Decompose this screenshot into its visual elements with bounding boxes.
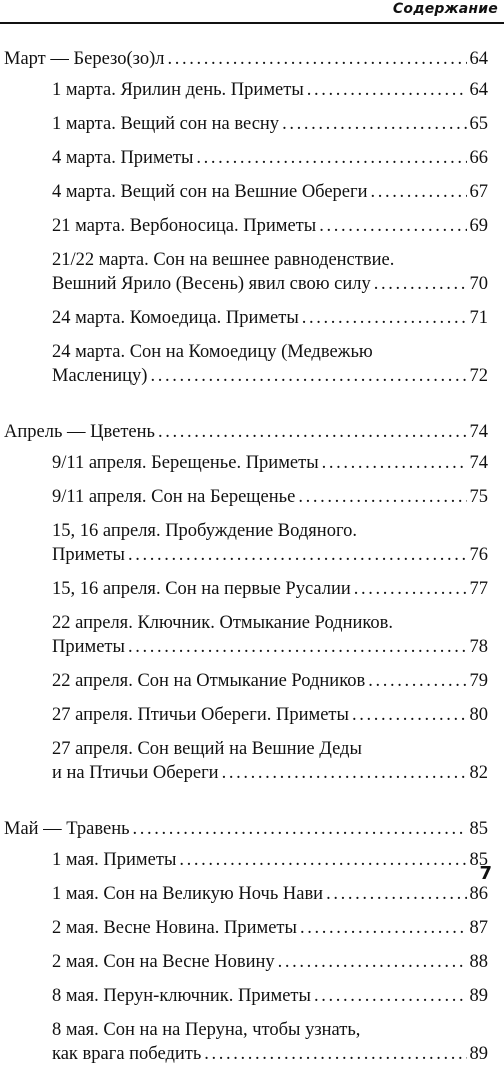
entry-page: 72 (469, 366, 488, 386)
toc-entry (0, 703, 488, 727)
section-page: 64 (469, 49, 488, 69)
dot-leader (282, 112, 466, 136)
toc-entry (0, 916, 488, 940)
running-header (0, 0, 504, 24)
toc-entry (0, 519, 488, 567)
entry-text-line: 1 марта. Вещий сон на весну (52, 114, 280, 134)
entry-page: 65 (469, 114, 488, 134)
toc-entry (0, 248, 488, 296)
section-title: Май — Травень (4, 819, 130, 839)
entry-page: 87 (469, 918, 488, 938)
section-page: 85 (469, 819, 488, 839)
entry-text-line: 2 мая. Сон на Весне Новину (52, 952, 275, 972)
entry-text-line: 21/22 марта. Сон на вешнее равноденствие. (52, 250, 395, 270)
entry-page: 86 (469, 884, 488, 904)
dot-leader (326, 882, 466, 906)
toc-entry (0, 485, 488, 509)
entry-text-line: как врага победить (52, 1044, 202, 1064)
toc-entry (0, 146, 488, 170)
toc-entry (0, 577, 488, 601)
dot-leader (300, 916, 467, 940)
entry-page: 66 (469, 148, 488, 168)
entry-page: 67 (469, 182, 488, 202)
dot-leader (302, 306, 467, 330)
toc-section-heading (0, 817, 488, 841)
entry-text-line: 22 апреля. Сон на Отмыкание Родников (52, 671, 366, 691)
section-gap (0, 398, 504, 420)
toc-entry (0, 737, 488, 785)
dot-leader (352, 703, 467, 727)
dot-leader (128, 543, 467, 567)
dot-leader (354, 577, 467, 601)
dot-leader (128, 635, 467, 659)
entry-text-line: Масленицу) (52, 366, 148, 386)
entry-page: 77 (469, 579, 488, 599)
toc-entry (0, 669, 488, 693)
entry-text-line: 27 апреля. Птичьи Обереги. Приметы (52, 705, 349, 725)
entry-page: 82 (469, 763, 488, 783)
toc-entry (0, 78, 488, 102)
header-title: Содержание (392, 1, 498, 17)
entry-page: 89 (469, 986, 488, 1006)
dot-leader (371, 180, 467, 204)
entry-text-line: 15, 16 апреля. Пробуждение Водяного. (52, 521, 357, 541)
toc-entry (0, 306, 488, 330)
dot-leader (368, 669, 466, 693)
entry-page: 64 (469, 80, 488, 100)
entry-text-line: 1 марта. Ярилин день. Приметы (52, 80, 304, 100)
entry-page: 75 (469, 487, 488, 507)
entry-page: 69 (469, 216, 488, 236)
entry-text-line: и на Птичьи Обереги (52, 763, 219, 783)
entry-page: 70 (469, 274, 488, 294)
entry-text-line: 1 мая. Сон на Великую Ночь Нави (52, 884, 324, 904)
entry-page: 85 (469, 850, 488, 870)
dot-leader (314, 984, 467, 1008)
toc-entry (0, 1018, 488, 1066)
entry-text-line: Приметы (52, 637, 125, 657)
dot-leader (204, 1042, 466, 1066)
toc-entry (0, 451, 488, 475)
entry-page: 89 (469, 1044, 488, 1064)
toc-section-heading (0, 420, 488, 444)
dot-leader (298, 485, 466, 509)
entry-page: 74 (469, 453, 488, 473)
entry-text-line: 22 апреля. Ключник. Отмыкание Родников. (52, 613, 394, 633)
table-of-contents (0, 47, 504, 1076)
toc-entry (0, 848, 488, 872)
entry-text-line: 9/11 апреля. Сон на Берещенье (52, 487, 296, 507)
dot-leader (196, 146, 466, 170)
entry-text-line: 24 марта. Комоедица. Приметы (52, 308, 299, 328)
toc-entry (0, 611, 488, 659)
dot-leader (167, 47, 466, 71)
entry-text-line: 24 марта. Сон на Комоедицу (Медвежью (52, 342, 373, 362)
entry-text-line: 21 марта. Вербоносица. Приметы (52, 216, 317, 236)
entry-text-line: 1 мая. Приметы (52, 850, 177, 870)
entry-text-line: 15, 16 апреля. Сон на первые Русалии (52, 579, 351, 599)
dot-leader (158, 420, 467, 444)
entry-text-line: 4 марта. Приметы (52, 148, 194, 168)
toc-entry (0, 984, 488, 1008)
entry-text-line: Приметы (52, 545, 125, 565)
entry-page: 76 (469, 545, 488, 565)
toc-entry (0, 950, 488, 974)
section-gap (0, 795, 504, 817)
entry-page: 78 (469, 637, 488, 657)
section-page: 74 (469, 422, 488, 442)
toc-entry (0, 180, 488, 204)
page-number: 7 (479, 863, 492, 884)
entry-page: 79 (469, 671, 488, 691)
entry-text-line: 27 апреля. Сон вещий на Вешние Деды (52, 739, 362, 759)
header-rule (0, 22, 504, 24)
entry-text-line: 8 мая. Перун-ключник. Приметы (52, 986, 311, 1006)
toc-entry (0, 340, 488, 388)
dot-leader (278, 950, 467, 974)
entry-text-line: 2 мая. Весне Новина. Приметы (52, 918, 297, 938)
entry-page: 88 (469, 952, 488, 972)
entry-text-line: 9/11 апреля. Берещенье. Приметы (52, 453, 319, 473)
dot-leader (222, 761, 467, 785)
dot-leader (322, 451, 467, 475)
entry-text-line: Вешний Ярило (Весень) явил свою силу (52, 274, 371, 294)
section-title: Март — Березо(зо)л (4, 49, 165, 69)
dot-leader (133, 817, 467, 841)
entry-text-line: 8 мая. Сон на на Перуна, чтобы узнать, (52, 1020, 361, 1040)
section-title: Апрель — Цветень (4, 422, 155, 442)
entry-page: 80 (469, 705, 488, 725)
dot-leader (319, 214, 466, 238)
toc-entry (0, 882, 488, 906)
dot-leader (307, 78, 467, 102)
entry-text-line: 4 марта. Вещий сон на Вешние Обереги (52, 182, 368, 202)
entry-page: 71 (469, 308, 488, 328)
dot-leader (179, 848, 466, 872)
dot-leader (374, 272, 467, 296)
toc-entry (0, 214, 488, 238)
toc-entry (0, 112, 488, 136)
toc-section-heading (0, 47, 488, 71)
dot-leader (150, 364, 466, 388)
